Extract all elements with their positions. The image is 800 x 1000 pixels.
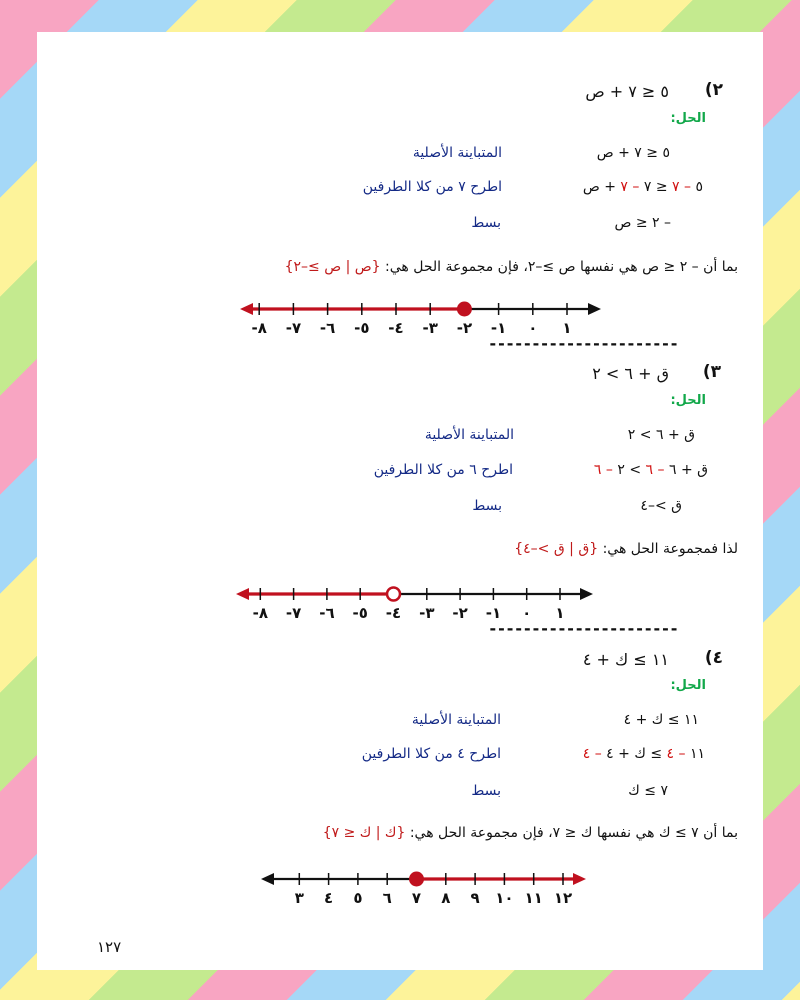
conclusion-text: بما أن ٧ ≥ ك هي نفسها ك ≤ ٧، فإن مجموعة الحل هي: [409, 825, 738, 841]
problem-inequality: ٥ ≤ ٧ + ص [585, 82, 669, 101]
step-note-original: المتباينة الأصلية [424, 427, 514, 443]
open-endpoint [387, 588, 400, 601]
separator: ---------------------- [488, 619, 678, 638]
solution-label: الحل: [670, 393, 706, 408]
conclusion [285, 259, 738, 275]
arrow-right-icon [580, 588, 593, 600]
tick-label: -٣ [422, 319, 438, 337]
step-lhs: ٥ [695, 179, 703, 195]
tick-label: ٠ [528, 319, 538, 337]
step-subtract [583, 746, 705, 762]
tick-label: ٥ [353, 889, 363, 907]
step-subtract-term: – ٤ [666, 746, 686, 762]
problem-number: ٣) [702, 362, 721, 382]
solution-set: {ق | ق >–٤} [514, 541, 599, 557]
tick-label: ٧ [411, 889, 422, 907]
step-base: ق + ٦ [668, 462, 708, 478]
page-number: ١٢٧ [97, 938, 122, 956]
tick-label: -٥ [354, 319, 370, 337]
step-original: ١١ ≥ ك + ٤ [623, 712, 699, 728]
tick-label: -٣ [419, 604, 435, 622]
step-note-subtract: اطرح ٦ من كلا الطرفين [373, 462, 513, 478]
step-note-subtract: اطرح ٧ من كلا الطرفين [362, 179, 502, 195]
number-line [37, 577, 763, 622]
step-mid: > ٢ [617, 462, 642, 478]
step-subtract [594, 462, 708, 478]
arrow-right-icon [588, 303, 601, 315]
step-rhs: + ص [582, 179, 616, 195]
problem-inequality: ١١ ≥ ك + ٤ [582, 650, 669, 669]
number-line [37, 862, 763, 907]
tick-label: -٦ [319, 604, 335, 622]
number-line [37, 292, 763, 337]
step-subtract-term: – ٦ [593, 462, 613, 478]
step-lhs: ١١ [689, 746, 705, 762]
tick-label: ٦ [382, 889, 392, 907]
solution-label: الحل: [670, 678, 706, 693]
step-simplified: ق >–٤ [640, 498, 682, 514]
tick-label: -١ [485, 604, 502, 622]
solution-set: {ك | ك ≤ ٧} [322, 825, 406, 841]
step-note-subtract: اطرح ٤ من كلا الطرفين [361, 746, 501, 762]
step-note-simplify: بسط [472, 498, 502, 514]
tick-label: ٨ [441, 889, 451, 907]
tick-label: ١١ [524, 889, 543, 907]
step-original: ق + ٦ > ٢ [627, 427, 695, 443]
tick-label: -١ [490, 319, 507, 337]
step-mid: ≥ ك + ٤ [606, 746, 663, 762]
step-simplified: – ٢ ≤ ص [614, 215, 671, 231]
step-original: ٥ ≤ ٧ + ص [596, 145, 670, 161]
step-subtract-term: – ٤ [582, 746, 602, 762]
tick-label: -٧ [285, 319, 302, 337]
step-subtract-term: – ٧ [620, 179, 640, 195]
step-note-simplify: بسط [471, 783, 501, 799]
tick-label: -٧ [285, 604, 302, 622]
problem-inequality: ق + ٦ > ٢ [592, 364, 669, 383]
conclusion [514, 541, 738, 557]
tick-label: -٦ [319, 319, 336, 337]
tick-label: ٤ [324, 889, 334, 907]
tick-label: -٥ [352, 604, 368, 622]
closed-endpoint [409, 872, 424, 887]
closed-endpoint [457, 302, 472, 317]
tick-label: -٨ [252, 604, 268, 622]
tick-label: -٢ [452, 604, 468, 622]
page [37, 32, 763, 970]
solution-set: {ص | ص ≥–٢} [284, 259, 381, 275]
step-subtract-term: – ٧ [672, 179, 692, 195]
step-mid: ≤ ٧ [643, 179, 668, 195]
step-note-original: المتباينة الأصلية [411, 712, 501, 728]
tick-label: -٢ [456, 319, 473, 337]
problem-number: ٢) [704, 80, 723, 100]
step-subtract [583, 179, 703, 195]
tick-label: -٨ [251, 319, 267, 337]
conclusion-text: لذا فمجموعة الحل هي: [602, 541, 738, 557]
tick-label: ٩ [470, 889, 480, 907]
tick-label: ٠ [522, 604, 532, 622]
conclusion [323, 825, 738, 841]
tick-label: -٤ [385, 604, 402, 622]
arrow-left-icon [261, 873, 274, 885]
separator: ---------------------- [488, 334, 678, 353]
tick-label: -٤ [388, 319, 404, 337]
step-simplified: ٧ ≥ ك [628, 783, 668, 799]
conclusion-text: بما أن – ٢ ≤ ص هي نفسها ص ≥–٢، فإن مجموعة الحل هي: [385, 259, 738, 275]
step-note-original: المتباينة الأصلية [412, 145, 502, 161]
tick-label: ١ [555, 604, 565, 622]
step-subtract-term: – ٦ [645, 462, 665, 478]
tick-label: ١٢ [553, 889, 573, 907]
tick-label: ٣ [294, 889, 304, 907]
problem-number: ٤) [704, 648, 723, 668]
tick-label: ١ [562, 319, 572, 337]
step-note-simplify: بسط [471, 215, 501, 231]
tick-label: ١٠ [495, 889, 514, 907]
solution-label: الحل: [670, 111, 706, 126]
